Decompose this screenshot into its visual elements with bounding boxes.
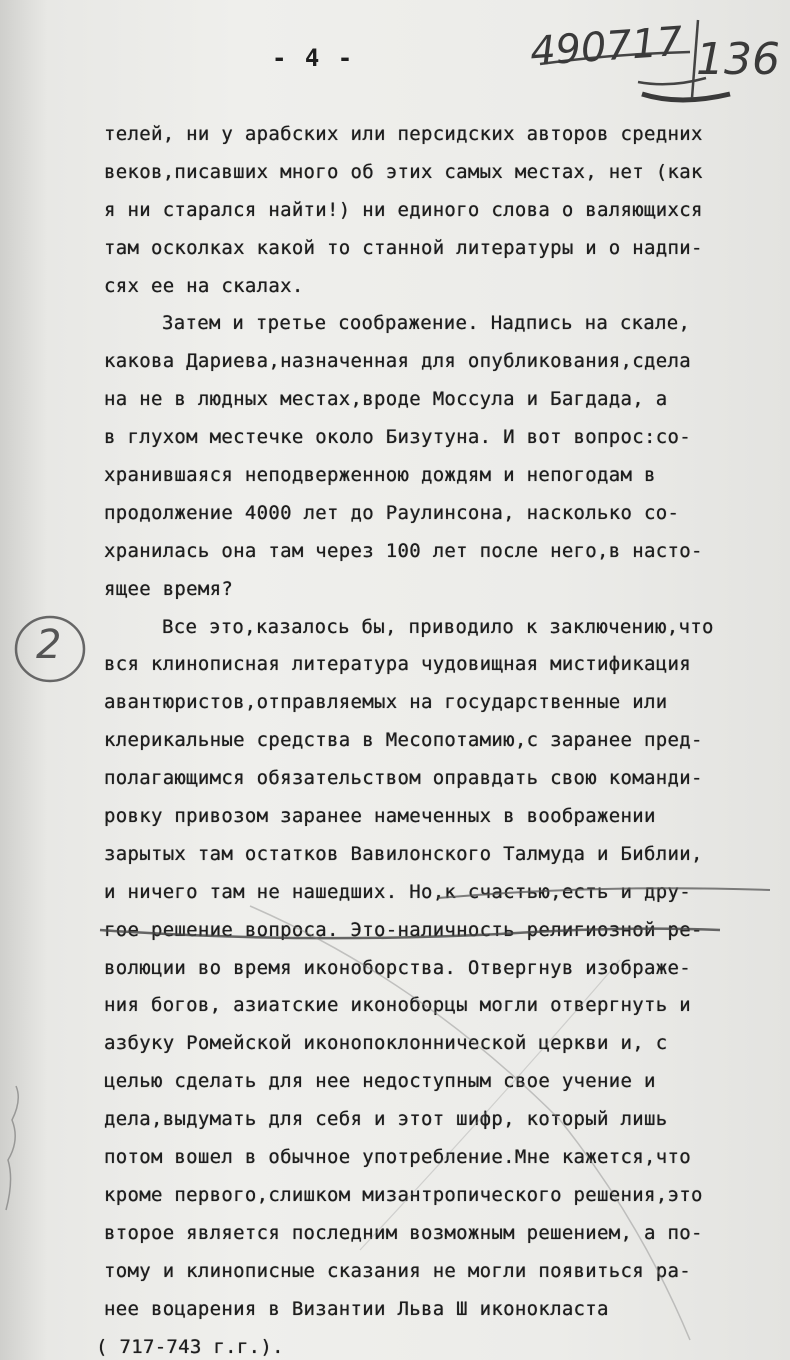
text-line: и ничего там не нашедших. Но,к счастью,есть и дру- (104, 880, 691, 903)
text-line: ящее время? (104, 577, 234, 600)
typed-body-text (96, 116, 764, 1360)
text-line: нее воцарения в Византии Льва Ш иконокласта (104, 1297, 609, 1320)
text-line: хранившаяся неподверженною дождям и непогодам в (104, 464, 656, 487)
text-line: целью сделать для нее недоступным свое учение и (104, 1070, 656, 1093)
text-line: гое решение вопроса. Это-наличность религиозной ре- (104, 918, 703, 941)
text-line: сях ее на скалах. (104, 274, 304, 297)
text-line: вся клинописная литература чудовищная мистификация (104, 653, 691, 676)
text-line: второе является последним возможным решением, а по- (104, 1221, 703, 1244)
archive-number: 490717 (528, 18, 685, 76)
page-number: - 4 - (272, 44, 355, 72)
margin-mark-number: 2 (36, 622, 62, 668)
text-line: в глухом местечке около Бизутуна. И вот вопрос:со- (104, 426, 691, 449)
text-line: на не в людных местах,вроде Моссула и Багдада, а (104, 388, 668, 411)
text-line: Все это,казалось бы, приводило к заключению,что (162, 615, 714, 638)
text-line: продолжение 4000 лет до Раулинсона, насколько со- (104, 501, 680, 524)
text-line: волюции во время иконоборства. Отвергнув изображе- (104, 956, 691, 979)
text-line: дела,выдумать для себя и этот шифр, который лишь (104, 1108, 668, 1131)
text-line: зарытых там остатков Вавилонского Талмуда и Библии, (104, 842, 703, 865)
text-line: полагающимся обязательством оправдать свою команди- (104, 767, 703, 790)
text-line: тому и клинописные сказания не могли появиться ра- (104, 1259, 691, 1282)
text-line: кроме первого,слишком мизантропического решения,это (104, 1183, 703, 1206)
text-line: там осколках какой то станной литературы и о надпи- (104, 236, 703, 259)
text-line: потом вошел в обычное употребление.Мне кажется,что (104, 1146, 691, 1169)
text-line: Затем и третье соображение. Надпись на скале, (162, 312, 691, 335)
text-line: ния богов, азиатские иконоборцы могли отвергнуть и (104, 994, 691, 1017)
sheet-number: 136 (696, 34, 780, 85)
margin-scribble-icon (0, 1080, 40, 1220)
text-line: авантюристов,отправляемых на государственные или (104, 691, 668, 714)
archive-stamp (530, 12, 780, 112)
text-line: ровку привозом заранее намеченных в воображении (104, 805, 656, 828)
text-line: телей, ни у арабских или персидских авторов средних (104, 123, 703, 145)
text-line: хранилась она там через 100 лет после него,в насто- (104, 539, 703, 562)
text-line: ( 717-743 г.г.). (96, 1335, 284, 1358)
circled-margin-mark (12, 612, 90, 686)
text-line: какова Дариева,назначенная для опубликования,сдела (104, 350, 691, 373)
text-line: клерикальные средства в Месопотамию,с заранее пред- (104, 729, 703, 752)
text-line: я ни старался найти!) ни единого слова о валяющихся (104, 198, 703, 221)
text-line: азбуку Ромейской иконопоклоннической церкви и, с (104, 1032, 668, 1055)
text-line: веков,писавших много об этих самых местах, нет (как (104, 160, 703, 183)
